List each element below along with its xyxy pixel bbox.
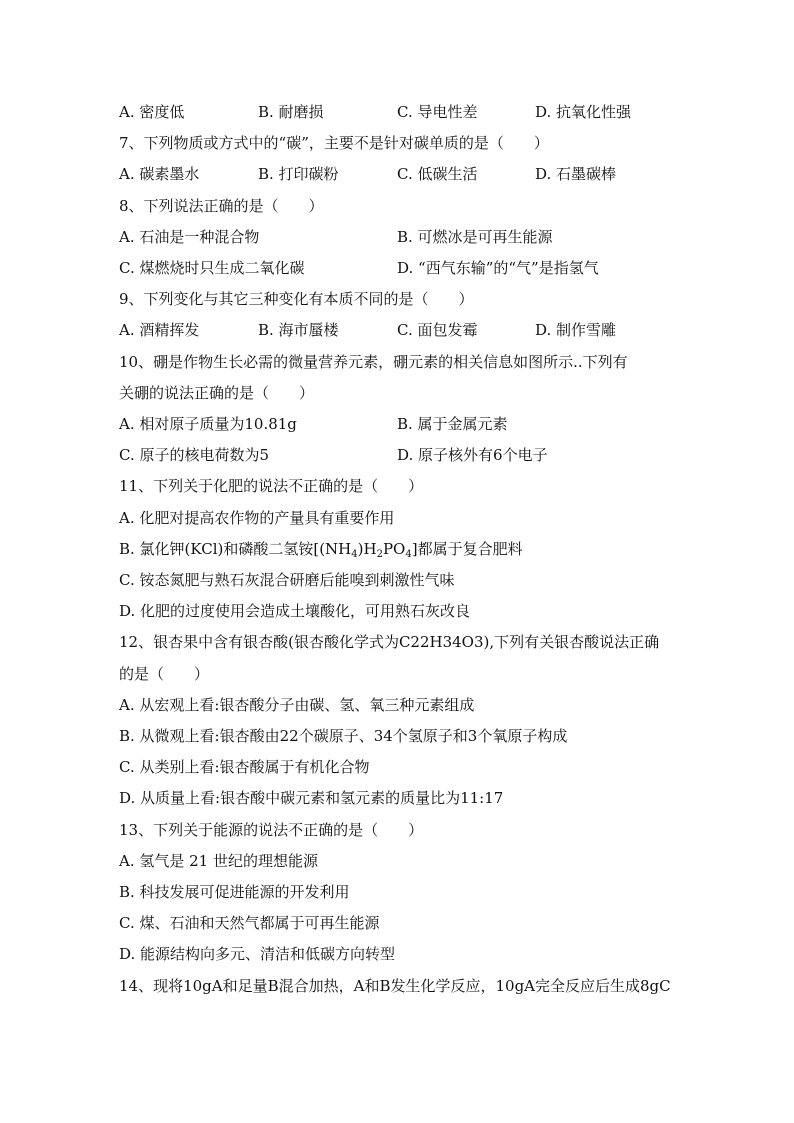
question-text: 10、硼是作物生长必需的微量营养元素，硼元素的相关信息如图所示..下列有 xyxy=(119,353,628,371)
question-text: B. 从微观上看:银杏酸由22个碳原子、34个氢原子和3个氧原子构成 xyxy=(119,727,568,745)
question-text: 8、下列说法正确的是（ ） xyxy=(119,197,324,215)
formula-text: )H xyxy=(357,540,377,558)
subscript: 2 xyxy=(376,549,383,560)
question-text: 7、下列物质或方式中的“碳”，主要不是针对碳单质的是（ ） xyxy=(119,134,549,152)
answer-option: C. 面包发霉 xyxy=(397,321,478,339)
subscript: 4 xyxy=(405,549,412,560)
question-text: 11、下列关于化肥的说法不正确的是（ ） xyxy=(119,477,424,495)
answer-option: A. 密度低 xyxy=(119,103,185,121)
answer-option: A. 石油是一种混合物 xyxy=(119,228,260,246)
answer-option: B. 可燃冰是可再生能源 xyxy=(397,228,553,246)
answer-option: A. 碳素墨水 xyxy=(119,165,200,183)
question-text: D. 从质量上看:银杏酸中碳元素和氢元素的质量比为11:17 xyxy=(119,789,504,807)
question-text: C. 煤、石油和天然气都属于可再生能源 xyxy=(119,914,380,932)
answer-option: C. 导电性差 xyxy=(397,103,478,121)
question-text: B. 科技发展可促进能源的开发利用 xyxy=(119,883,350,901)
question-text: A. 从宏观上看:银杏酸分子由碳、氢、氧三种元素组成 xyxy=(119,696,475,714)
question-text: 的是（ ） xyxy=(119,665,210,683)
question-text: 9、下列变化与其它三种变化有本质不同的是（ ） xyxy=(119,290,474,308)
answer-option: B. 属于金属元素 xyxy=(397,415,508,433)
question-text: 14、现将10gA和足量B混合加热，A和B发生化学反应，10gA完全反应后生成8gC xyxy=(119,977,671,995)
answer-option: D. 抗氧化性强 xyxy=(535,103,632,121)
question-text: A. 化肥对提高农作物的产量具有重要作用 xyxy=(119,509,395,527)
formula-text: PO xyxy=(382,540,406,558)
formula-text: B. 氯化钾(KCl)和磷酸二氢铵[(NH xyxy=(119,540,352,558)
answer-option: D. “西气东输”的“气”是指氢气 xyxy=(397,259,599,277)
formula-text: ]都属于复合肥料 xyxy=(411,540,523,558)
option-with-formula xyxy=(119,537,523,561)
question-text: 13、下列关于能源的说法不正确的是（ ） xyxy=(119,821,424,839)
subscript: 4 xyxy=(351,549,358,560)
answer-option: D. 制作雪雕 xyxy=(535,321,617,339)
question-text: 关硼的说法正确的是（ ） xyxy=(119,384,315,402)
answer-option: B. 打印碳粉 xyxy=(258,165,339,183)
question-text: C. 从类别上看:银杏酸属于有机化合物 xyxy=(119,758,370,776)
question-text: D. 能源结构向多元、清洁和低碳方向转型 xyxy=(119,945,396,963)
question-text: D. 化肥的过度使用会造成土壤酸化，可用熟石灰改良 xyxy=(119,602,471,620)
question-text: A. 氢气是 21 世纪的理想能源 xyxy=(119,852,318,870)
question-text: 12、银杏果中含有银杏酸(银杏酸化学式为C22H34O3),下列有关银杏酸说法正确 xyxy=(119,633,660,651)
answer-option: C. 原子的核电荷数为5 xyxy=(119,446,270,464)
answer-option: C. 煤燃烧时只生成二氧化碳 xyxy=(119,259,305,277)
answer-option: A. 相对原子质量为10.81g xyxy=(119,415,297,433)
answer-option: D. 石墨碳棒 xyxy=(535,165,617,183)
answer-option: C. 低碳生活 xyxy=(397,165,478,183)
answer-option: A. 酒精挥发 xyxy=(119,321,200,339)
question-text: C. 铵态氮肥与熟石灰混合研磨后能嗅到刺激性气味 xyxy=(119,571,455,589)
answer-option: B. 耐磨损 xyxy=(258,103,324,121)
answer-option: B. 海市蜃楼 xyxy=(258,321,339,339)
answer-option: D. 原子核外有6个电子 xyxy=(397,446,548,464)
